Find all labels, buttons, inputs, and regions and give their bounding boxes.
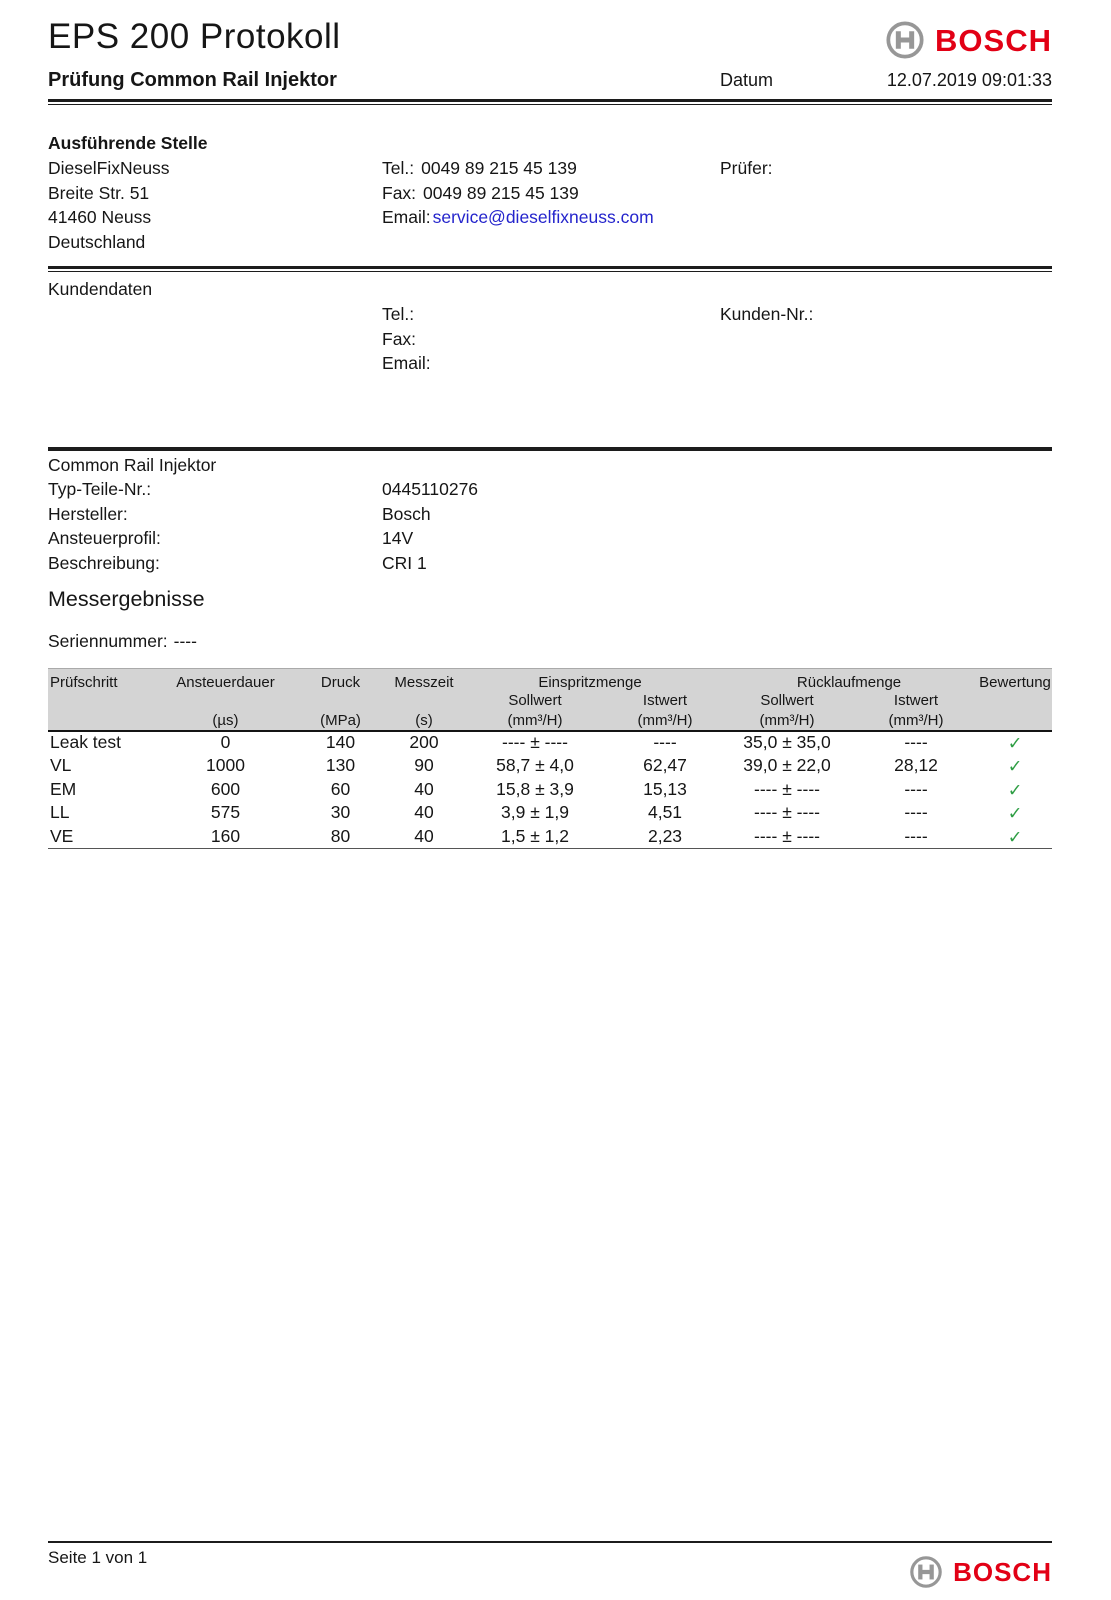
document-header	[48, 16, 1052, 60]
cell-messzeit: 40	[414, 778, 434, 799]
cell-ansteuerdauer: 160	[210, 825, 241, 846]
cell-ruecklauf-istwert: ----	[904, 732, 928, 753]
customer-section-title: Kundendaten	[48, 279, 153, 299]
col-bewertung: Bewertung	[979, 673, 1051, 691]
cell-einspritz-istwert: 2,23	[647, 825, 683, 846]
issuer-email-link[interactable]: service@dieselfixneuss.com	[432, 207, 654, 227]
table-row	[48, 825, 1052, 849]
issuer-address	[48, 156, 382, 254]
cell-druck: 130	[325, 755, 356, 776]
issuer-section-title: Ausführende Stelle	[48, 133, 208, 153]
cell-pruefschritt: EM	[50, 778, 77, 799]
cell-einspritz-istwert: 15,13	[643, 778, 687, 799]
page-footer	[48, 1541, 1052, 1589]
cell-ruecklauf-sollwert: ---- ± ----	[754, 825, 820, 846]
unit-cell: (MPa)	[320, 711, 361, 729]
injector-divider	[48, 447, 1052, 451]
cell-ruecklauf-istwert: ----	[904, 825, 928, 846]
page-number: Seite 1 von 1	[48, 1548, 148, 1567]
cell-messzeit: 40	[414, 825, 434, 846]
table-row	[48, 801, 1052, 825]
customer-section	[48, 277, 1052, 376]
subcol-ruecklauf-sollwert: Sollwert	[760, 692, 814, 709]
footer-bosch-logo	[909, 1555, 1052, 1589]
injector-field-row	[48, 477, 1052, 502]
results-table	[48, 668, 1052, 849]
field-label: Hersteller:	[48, 503, 128, 524]
customer-contact	[382, 302, 720, 376]
tel-value: 0049 89 215 45 139	[421, 158, 577, 178]
date-label: Datum	[720, 70, 774, 90]
cell-ruecklauf-istwert: ----	[904, 802, 928, 823]
cell-pruefschritt: LL	[50, 802, 70, 823]
cell-einspritz-istwert: ----	[653, 732, 677, 753]
fax-value: 0049 89 215 45 139	[423, 182, 579, 203]
cell-druck: 60	[330, 778, 351, 799]
bosch-wordmark: BOSCH	[935, 22, 1052, 58]
issuer-street: Breite Str. 51	[48, 182, 150, 203]
issuer-contact	[382, 156, 720, 254]
cell-einspritz-sollwert: 15,8 ± 3,9	[496, 778, 574, 799]
injector-field-row	[48, 551, 1052, 576]
bosch-armature-icon	[885, 20, 925, 60]
field-label: Typ-Teile-Nr.:	[48, 479, 152, 499]
issuer-city: 41460 Neuss	[48, 207, 152, 227]
cell-einspritz-sollwert: 3,9 ± 1,9	[501, 802, 569, 823]
pruefer-label: Prüfer:	[720, 158, 773, 178]
header-divider	[48, 99, 1052, 105]
subcol-einspritz-istwert: Istwert	[642, 692, 688, 709]
field-label: Ansteuerprofil:	[48, 528, 161, 548]
document-subtitle: Prüfung Common Rail Injektor	[48, 69, 337, 91]
issuer-divider	[48, 266, 1052, 272]
issuer-country: Deutschland	[48, 231, 146, 252]
field-value: 14V	[382, 528, 414, 548]
cell-ansteuerdauer: 0	[220, 732, 231, 753]
pass-checkmark-icon: ✓	[1007, 803, 1023, 824]
field-value: 0445110276	[382, 479, 479, 499]
date-value: 12.07.2019 09:01:33	[886, 70, 1052, 90]
subcol-einspritz-sollwert: Sollwert	[508, 692, 562, 709]
unit-cell	[978, 711, 1052, 731]
cell-messzeit: 40	[414, 802, 434, 823]
bosch-logo	[885, 20, 1052, 60]
pass-checkmark-icon: ✓	[1007, 756, 1023, 777]
cell-ansteuerdauer: 600	[210, 778, 241, 799]
field-value: Bosch	[382, 503, 431, 524]
fax-label: Fax:	[382, 182, 417, 203]
issuer-fax-line	[382, 181, 720, 206]
cell-ruecklauf-istwert: ----	[904, 778, 928, 799]
table-row	[48, 778, 1052, 802]
unit-cell: (s)	[415, 711, 433, 729]
pass-checkmark-icon: ✓	[1007, 779, 1023, 800]
serial-value: ----	[173, 631, 197, 651]
cell-pruefschritt: Leak test	[50, 732, 122, 753]
footer-divider	[48, 1541, 1052, 1543]
cell-einspritz-istwert: 4,51	[647, 802, 683, 823]
col-messzeit: Messzeit	[394, 673, 454, 691]
serial-number-line	[48, 631, 1052, 652]
serial-label: Seriennummer:	[48, 631, 168, 651]
unit-cell: (mm³/H)	[507, 711, 563, 729]
cell-ruecklauf-istwert: 28,12	[894, 755, 938, 776]
cell-druck: 30	[330, 802, 351, 823]
cell-ansteuerdauer: 1000	[206, 755, 245, 776]
pass-checkmark-icon: ✓	[1007, 826, 1023, 847]
cell-ansteuerdauer: 575	[210, 802, 241, 823]
cell-einspritz-sollwert: 1,5 ± 1,2	[501, 825, 569, 846]
cell-einspritz-istwert: 62,47	[643, 755, 687, 776]
cell-einspritz-sollwert: 58,7 ± 4,0	[496, 755, 574, 776]
issuer-section	[48, 131, 1052, 254]
table-row	[48, 754, 1052, 778]
unit-cell: (mm³/H)	[759, 711, 815, 729]
cell-ruecklauf-sollwert: ---- ± ----	[754, 802, 820, 823]
cell-messzeit: 90	[414, 755, 434, 776]
cell-ruecklauf-sollwert: ---- ± ----	[754, 778, 820, 799]
unit-cell: (mm³/H)	[637, 711, 693, 729]
injector-field-row	[48, 526, 1052, 551]
issuer-tel-line	[382, 156, 720, 181]
cell-ruecklauf-sollwert: 39,0 ± 22,0	[743, 755, 831, 776]
injector-section	[48, 453, 1052, 576]
customer-fax-label: Fax:	[382, 328, 417, 349]
results-heading: Messergebnisse	[48, 587, 205, 611]
page-title: EPS 200 Protokoll	[48, 17, 341, 56]
cell-druck: 140	[325, 732, 356, 753]
customer-number-label: Kunden-Nr.:	[720, 304, 814, 324]
bosch-wordmark: BOSCH	[953, 1557, 1052, 1587]
bosch-armature-icon	[909, 1555, 943, 1589]
email-label: Email:	[382, 207, 431, 227]
subtitle-row	[48, 69, 1052, 92]
col-ruecklaufmenge: Rücklaufmenge	[796, 673, 902, 691]
customer-email-label: Email:	[382, 353, 431, 373]
col-ansteuerdauer: Ansteuerdauer	[176, 673, 275, 691]
field-value: CRI 1	[382, 552, 427, 573]
pass-checkmark-icon: ✓	[1007, 733, 1023, 754]
issuer-email-line	[382, 205, 720, 230]
cell-messzeit: 200	[409, 732, 439, 753]
injector-section-title: Common Rail Injektor	[48, 454, 217, 475]
results-table-header	[48, 669, 1052, 731]
cell-ruecklauf-sollwert: 35,0 ± 35,0	[743, 732, 831, 753]
cell-pruefschritt: VL	[50, 755, 72, 776]
injector-field-row	[48, 502, 1052, 527]
cell-pruefschritt: VE	[50, 825, 74, 846]
table-row	[48, 731, 1052, 755]
unit-cell: (µs)	[212, 711, 239, 729]
field-label: Beschreibung:	[48, 552, 160, 573]
col-einspritzmenge: Einspritzmenge	[538, 673, 642, 691]
customer-tel-label: Tel.:	[382, 304, 415, 324]
unit-cell: (mm³/H)	[888, 711, 944, 729]
subcol-ruecklauf-istwert: Istwert	[893, 692, 939, 709]
unit-cell	[48, 711, 158, 731]
tel-label: Tel.:	[382, 158, 415, 178]
issuer-name: DieselFixNeuss	[48, 158, 170, 178]
col-druck: Druck	[320, 673, 361, 691]
cell-einspritz-sollwert: ---- ± ----	[502, 732, 568, 753]
results-table-body	[48, 731, 1052, 849]
cell-druck: 80	[330, 825, 351, 846]
col-pruefschritt: Prüfschritt	[50, 673, 118, 691]
